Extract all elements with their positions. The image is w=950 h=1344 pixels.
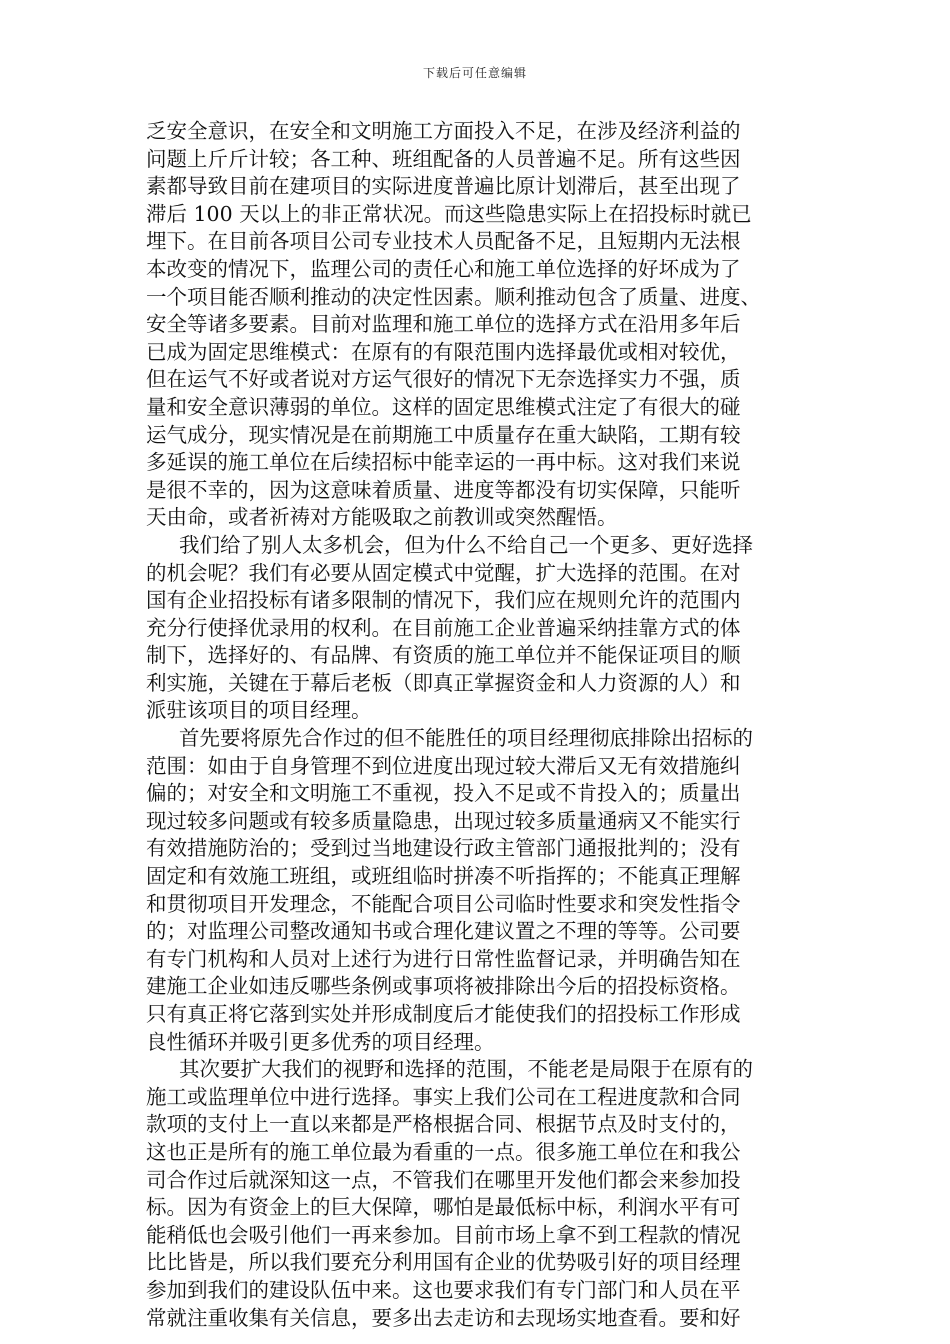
text-line: 多延误的施工单位在后续招标中能幸运的一再中标。这对我们来说 [146,450,741,475]
text-line: 本改变的情况下，监理公司的责任心和施工单位选择的好坏成为了 [146,256,741,281]
text-line: 问题上斤斤计较；各工种、班组配备的人员普遍不足。所有这些因 [146,146,741,171]
text-line: 有专门机构和人员对上述行为进行日常性监督记录，并明确告知在 [146,946,741,971]
text-line: 施工或监理单位中进行选择。事实上我们公司在工程进度款和合同 [146,1084,741,1109]
text-line: 天由命，或者祈祷对方能吸取之前教训或突然醒悟。 [146,505,618,530]
text-line: 安全等诸多要素。目前对监理和施工单位的选择方式在沿用多年后 [146,312,741,337]
page-header: 下载后可任意编辑 [422,66,527,80]
text-line: 有效措施防治的；受到过当地建设行政主管部门通报批判的；没有 [146,836,741,861]
text-line: 和贯彻项目开发理念，不能配合项目公司临时性要求和突发性指令 [146,891,741,916]
text-line: 范围：如由于自身管理不到位进度出现过较大滞后又无有效措施纠 [146,753,741,778]
document-body [146,118,822,1332]
text-line: 一个项目能否顺利推动的决定性因素。顺利推动包含了质量、进度、 [146,284,761,309]
text-line: 的；对监理公司整改通知书或合理化建议置之不理的等等。公司要 [146,919,741,944]
text-line: 国有企业招投标有诸多限制的情况下，我们应在规则允许的范围内 [146,588,741,613]
text-line: 参加到我们的建设队伍中来。这也要求我们有专门部门和人员在平 [146,1277,741,1302]
text-line: 制下，选择好的、有品牌、有资质的施工单位并不能保证项目的顺 [146,643,741,668]
text-line: 量和安全意识薄弱的单位。这样的固定思维模式注定了有很大的碰 [146,394,741,419]
text-line: 素都导致目前在建项目的实际进度普遍比原计划滞后，甚至出现了 [146,174,741,199]
text-line: 滞后 100 天以上的非正常状况。而这些隐患实际上在招投标时就已 [146,201,752,226]
text-line: 运气成分，现实情况是在前期施工中质量存在重大缺陷，工期有较 [146,422,741,447]
text-line: 良性循环并吸引更多优秀的项目经理。 [146,1029,495,1054]
text-line: 是很不幸的，因为这意味着质量、进度等都没有切实保障，只能听 [146,477,741,502]
text-line: 已成为固定思维模式：在原有的有限范围内选择最优或相对较优， [146,339,741,364]
text-line: 首先要将原先合作过的但不能胜任的项目经理彻底排除出招标的 [179,726,753,751]
text-line: 这也正是所有的施工单位最为看重的一点。很多施工单位在和我公 [146,1139,741,1164]
text-line: 固定和有效施工班组，或班组临时拼凑不听指挥的；不能真正理解 [146,864,741,889]
text-line: 标。因为有资金上的巨大保障，哪怕是最低标中标，利润水平有可 [146,1195,741,1220]
text-line: 偏的；对安全和文明施工不重视，投入不足或不肯投入的；质量出 [146,781,741,806]
text-line: 充分行使择优录用的权利。在目前施工企业普遍采纳挂靠方式的体 [146,615,741,640]
text-line: 款项的支付上一直以来都是严格根据合同、根据节点及时支付的， [146,1112,741,1137]
text-line: 乏安全意识，在安全和文明施工方面投入不足，在涉及经济利益的 [146,119,741,143]
text-line: 能稍低也会吸引他们一再来参加。目前市场上拿不到工程款的情况 [146,1222,741,1247]
text-line: 建施工企业如违反哪些条例或事项将被排除出今后的招投标资格。 [146,974,741,999]
text-line: 但在运气不好或者说对方运气很好的情况下无奈选择实力不强，质 [146,367,741,392]
text-line: 埋下。在目前各项目公司专业技术人员配备不足，且短期内无法根 [146,229,741,254]
text-line: 只有真正将它落到实处并形成制度后才能使我们的招投标工作形成 [146,1002,741,1026]
text-line: 司合作过后就深知这一点，不管我们在哪里开发他们都会来参加投 [146,1167,741,1192]
text-line: 派驻该项目的项目经理。 [146,698,372,723]
text-line: 利实施，关键在于幕后老板（即真正掌握资金和人力资源的人）和 [146,670,741,695]
text-line: 常就注重收集有关信息，要多出去走访和去现场实地查看。要和好 [146,1305,741,1330]
text-line: 的机会呢？我们有必要从固定模式中觉醒，扩大选择的范围。在对 [146,560,741,585]
text-line: 我们给了别人太多机会，但为什么不给自己一个更多、更好选择 [179,532,753,557]
text-line: 其次要扩大我们的视野和选择的范围，不能老是局限于在原有的 [179,1057,753,1082]
text-line: 现过较多问题或有较多质量隐患，出现过较多质量通病又不能实行 [146,808,741,833]
text-line: 比比皆是，所以我们要充分利用国有企业的优势吸引好的项目经理 [146,1250,741,1275]
